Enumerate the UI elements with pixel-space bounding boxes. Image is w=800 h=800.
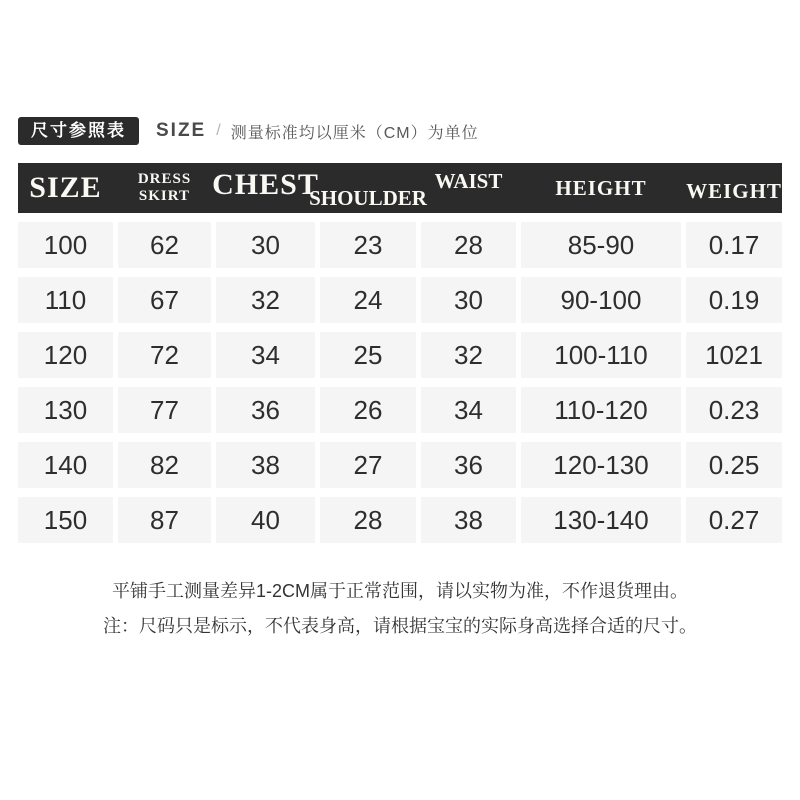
column-header-size: SIZE: [29, 171, 102, 204]
table-cell-row-110: 0.19: [686, 277, 782, 323]
table-cell-row-110: 30: [421, 277, 516, 323]
table-cell-row-100: 23: [320, 222, 416, 268]
table-cell-row-110: 90-100: [521, 277, 681, 323]
table-cell-row-150: 87: [118, 497, 211, 543]
table-cell-row-100: 85-90: [521, 222, 681, 268]
table-cell-row-130: 0.23: [686, 387, 782, 433]
table-cell-row-110: 110: [18, 277, 113, 323]
table-cell-row-100: 100: [18, 222, 113, 268]
table-cell-row-110: 67: [118, 277, 211, 323]
table-cell-row-100: 30: [216, 222, 315, 268]
footnotes: [0, 574, 800, 644]
table-cell-row-140: 140: [18, 442, 113, 488]
column-header-dress-line1: DRESS: [137, 171, 192, 187]
table-cell-row-140: 27: [320, 442, 416, 488]
subtitle-separator: /: [216, 122, 221, 139]
table-cell-row-100: 0.17: [686, 222, 782, 268]
table-cell-row-120: 1021: [686, 332, 782, 378]
table-cell-row-100: 28: [421, 222, 516, 268]
table-cell-row-150: 0.27: [686, 497, 782, 543]
table-cell-row-110: 32: [216, 277, 315, 323]
table-cell-row-150: 130-140: [521, 497, 681, 543]
footnote-line-2: 注：尺码只是标示，不代表身高，请根据宝宝的实际身高选择合适的尺寸。: [103, 616, 697, 636]
table-cell-row-110: 24: [320, 277, 416, 323]
column-header-weight: WEIGHT: [686, 179, 782, 203]
table-cell-row-120: 34: [216, 332, 315, 378]
table-cell-row-150: 38: [421, 497, 516, 543]
table-cell-row-130: 77: [118, 387, 211, 433]
table-cell-row-140: 82: [118, 442, 211, 488]
table-cell-row-140: 0.25: [686, 442, 782, 488]
column-header-shoulder: SHOULDER: [309, 186, 427, 210]
table-cell-row-120: 120: [18, 332, 113, 378]
table-cell-row-140: 36: [421, 442, 516, 488]
table-cell-row-130: 130: [18, 387, 113, 433]
table-cell-row-130: 36: [216, 387, 315, 433]
table-cell-row-100: 62: [118, 222, 211, 268]
size-table-header: [18, 163, 782, 213]
table-cell-row-140: 38: [216, 442, 315, 488]
size-chart-subtitle: [156, 120, 479, 143]
table-cell-row-130: 110-120: [521, 387, 681, 433]
column-header-dress-skirt: [118, 163, 211, 213]
table-cell-row-120: 100-110: [521, 332, 681, 378]
table-cell-row-120: 72: [118, 332, 211, 378]
column-header-dress-line2: SKIRT: [138, 188, 191, 204]
subtitle-size-word: SIZE: [156, 120, 207, 141]
table-cell-row-120: 32: [421, 332, 516, 378]
table-cell-row-150: 150: [18, 497, 113, 543]
table-cell-row-150: 28: [320, 497, 416, 543]
table-cell-row-130: 34: [421, 387, 516, 433]
size-table-body: [18, 222, 782, 543]
table-cell-row-140: 120-130: [521, 442, 681, 488]
size-chart-badge: 尺寸参照表: [18, 117, 139, 145]
column-header-chest: CHEST: [212, 168, 319, 201]
size-table: [18, 163, 782, 543]
column-header-waist: WAIST: [434, 169, 503, 193]
table-cell-row-150: 40: [216, 497, 315, 543]
footnote-line-1: 平铺手工测量差异1-2CM属于正常范围，请以实物为准，不作退货理由。: [111, 581, 688, 601]
column-header-height: HEIGHT: [555, 176, 647, 200]
size-chart-title-row: [18, 116, 479, 146]
table-cell-row-130: 26: [320, 387, 416, 433]
table-cell-row-120: 25: [320, 332, 416, 378]
subtitle-measure-text: 测量标准均以厘米（CM）为单位: [230, 124, 479, 142]
